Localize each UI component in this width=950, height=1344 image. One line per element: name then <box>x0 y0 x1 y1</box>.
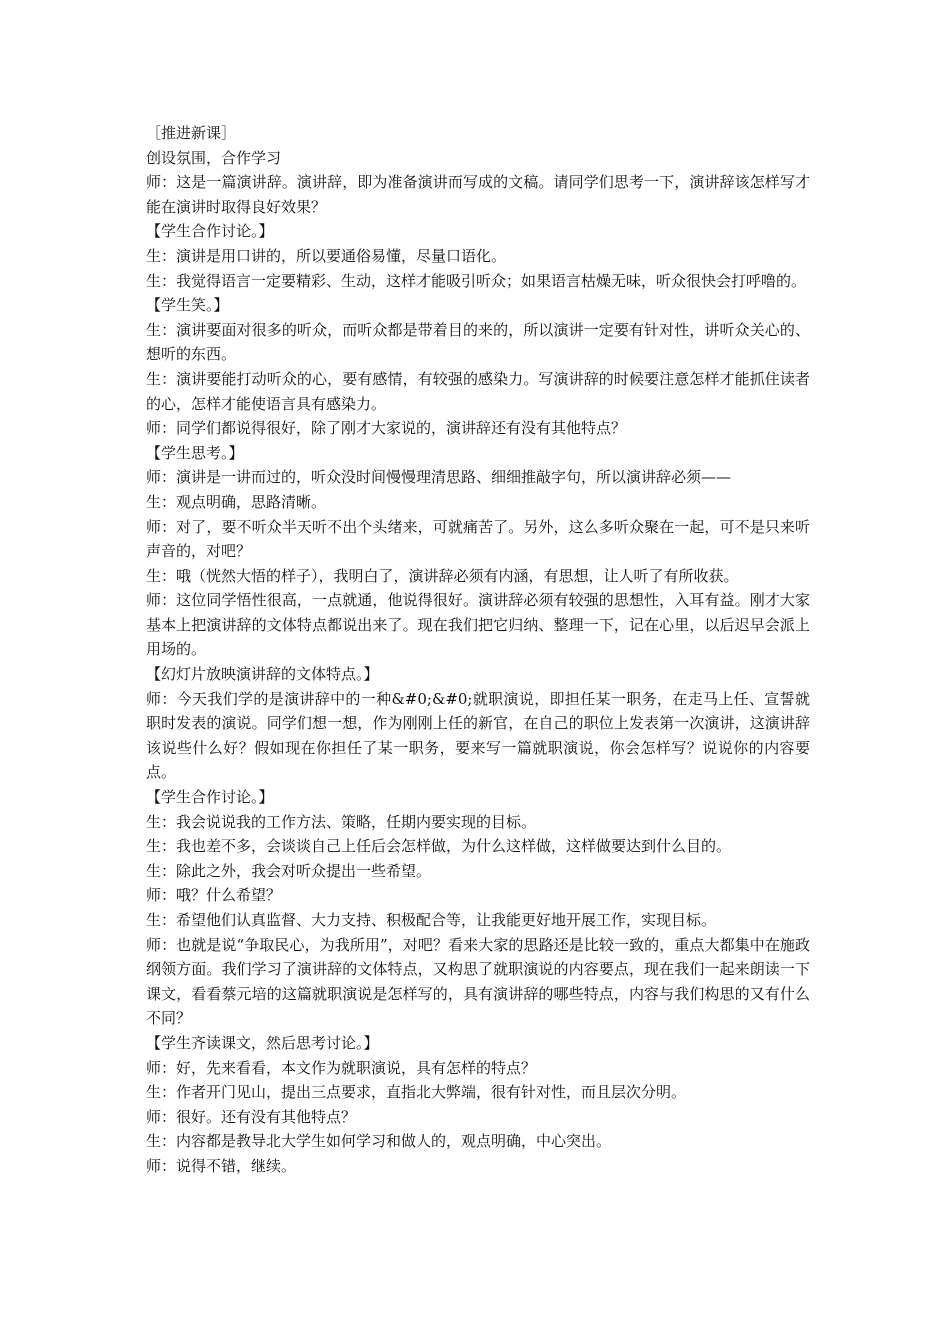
dialogue-line: 生：观点明确，思路清晰。 <box>146 492 327 511</box>
dialogue-line: 师：今天我们学的是演讲辞中的一种&#0;&#0;就职演说，即担任某一职务，在走马上任、宣誓就职时发表的演说。同学们想一想，作为刚刚上任的新官，在自己的职位上发表第一次演讲，这演讲辞该说些什么好？假如现在你担任了某一职务，要来写一篇就职演说，你会怎样写？说说你的内容要点。 <box>146 689 810 782</box>
dialogue-line: 生：演讲是用口讲的，所以要通俗易懂，尽量口语化。 <box>146 246 507 265</box>
dialogue-line: 师：这是一篇演讲辞。演讲辞，即为准备演讲而写成的文稿。请同学们思考一下，演讲辞该怎样写才能在演讲时取得良好效果？ <box>146 173 810 216</box>
dialogue-line: 生：我也差不多，会谈谈自己上任后会怎样做，为什么这样做，这样做要达到什么目的。 <box>146 837 732 856</box>
section-heading: ［推进新课］ <box>146 124 237 142</box>
dialogue-line: 生：我会说说我的工作方法、策略，任期内要实现的目标。 <box>146 812 537 831</box>
stage-note: 【学生思考。】 <box>146 443 244 462</box>
stage-note: 【学生合作讨论。】 <box>146 222 274 241</box>
dialogue-line: 生：演讲要能打动听众的心，要有感情，有较强的感染力。写演讲辞的时候要注意怎样才能抓住读者的心，怎样才能使语言具有感染力。 <box>146 369 810 413</box>
dialogue-line: 师：同学们都说得很好，除了刚才大家说的，演讲辞还有没有其他特点？ <box>146 419 627 438</box>
dialogue-line: 师：对了，要不听众半天听不出个头绪来，可就痛苦了。另外，这么多听众聚在一起，可不是只来听声音的，对吧？ <box>146 517 810 561</box>
dialogue-line: 生：哦（恍然大悟的样子），我明白了，演讲辞必须有内涵，有思想，让人听了有所收获。 <box>146 566 739 585</box>
dialogue-line: 师：很好。还有没有其他特点？ <box>146 1107 357 1126</box>
dialogue-line: 生：除此之外，我会对听众提出一些希望。 <box>146 861 432 880</box>
dialogue-line: 师：好，先来看看，本文作为就职演说，具有怎样的特点？ <box>146 1058 537 1077</box>
dialogue-line: 师：说得不错，继续。 <box>146 1156 297 1175</box>
stage-note: 【学生合作讨论。】 <box>146 788 274 807</box>
dialogue-line: 师：哦？什么希望？ <box>146 886 282 905</box>
document-body <box>146 121 810 1179</box>
dialogue-line: 生：我觉得语言一定要精彩、生动，这样才能吸引听众；如果语言枯燥无味，听众很快会打呼噜的。 <box>146 271 807 290</box>
subsection-heading: 创设氛围，合作学习 <box>146 148 282 167</box>
stage-note: 【学生齐读课文，然后思考讨论。】 <box>146 1033 379 1052</box>
dialogue-line: 生：内容都是教导北大学生如何学习和做人的，观点明确，中心突出。 <box>146 1132 612 1151</box>
stage-note: 【幻灯片放映演讲辞的文体特点。】 <box>146 665 379 684</box>
dialogue-line: 师：也就是说“争取民心，为我所用”，对吧？看来大家的思路还是比较一致的，重点大都集中在施政纲领方面。我们学习了演讲辞的文体特点，又构思了就职演说的内容要点，现在我们一起来朗读一下课文，看看蔡元培的这篇就职演说是怎样写的，具有演讲辞的哪些特点，内容与我们构思的又有什么不同？ <box>146 935 810 1028</box>
dialogue-line: 生：演讲要面对很多的听众，而听众都是带着目的来的，所以演讲一定要有针对性，讲听众关心的、想听的东西。 <box>146 320 810 364</box>
dialogue-line: 师：这位同学悟性很高，一点就通，他说得很好。演讲辞必须有较强的思想性，入耳有益。刚才大家基本上把演讲辞的文体特点都说出来了。现在我们把它归纳、整理一下，记在心里，以后迟早会派上用场的。 <box>146 591 810 659</box>
dialogue-line: 生：作者开门见山，提出三点要求，直指北大弊端，很有针对性，而且层次分明。 <box>146 1083 687 1102</box>
stage-note: 【学生笑。】 <box>146 296 229 315</box>
dialogue-line: 生：希望他们认真监督、大力支持、积极配合等，让我能更好地开展工作，实现目标。 <box>146 911 717 929</box>
dialogue-line: 师：演讲是一讲而过的，听众没时间慢慢理清思路、细细推敲字句，所以演讲辞必须—— <box>146 468 732 487</box>
